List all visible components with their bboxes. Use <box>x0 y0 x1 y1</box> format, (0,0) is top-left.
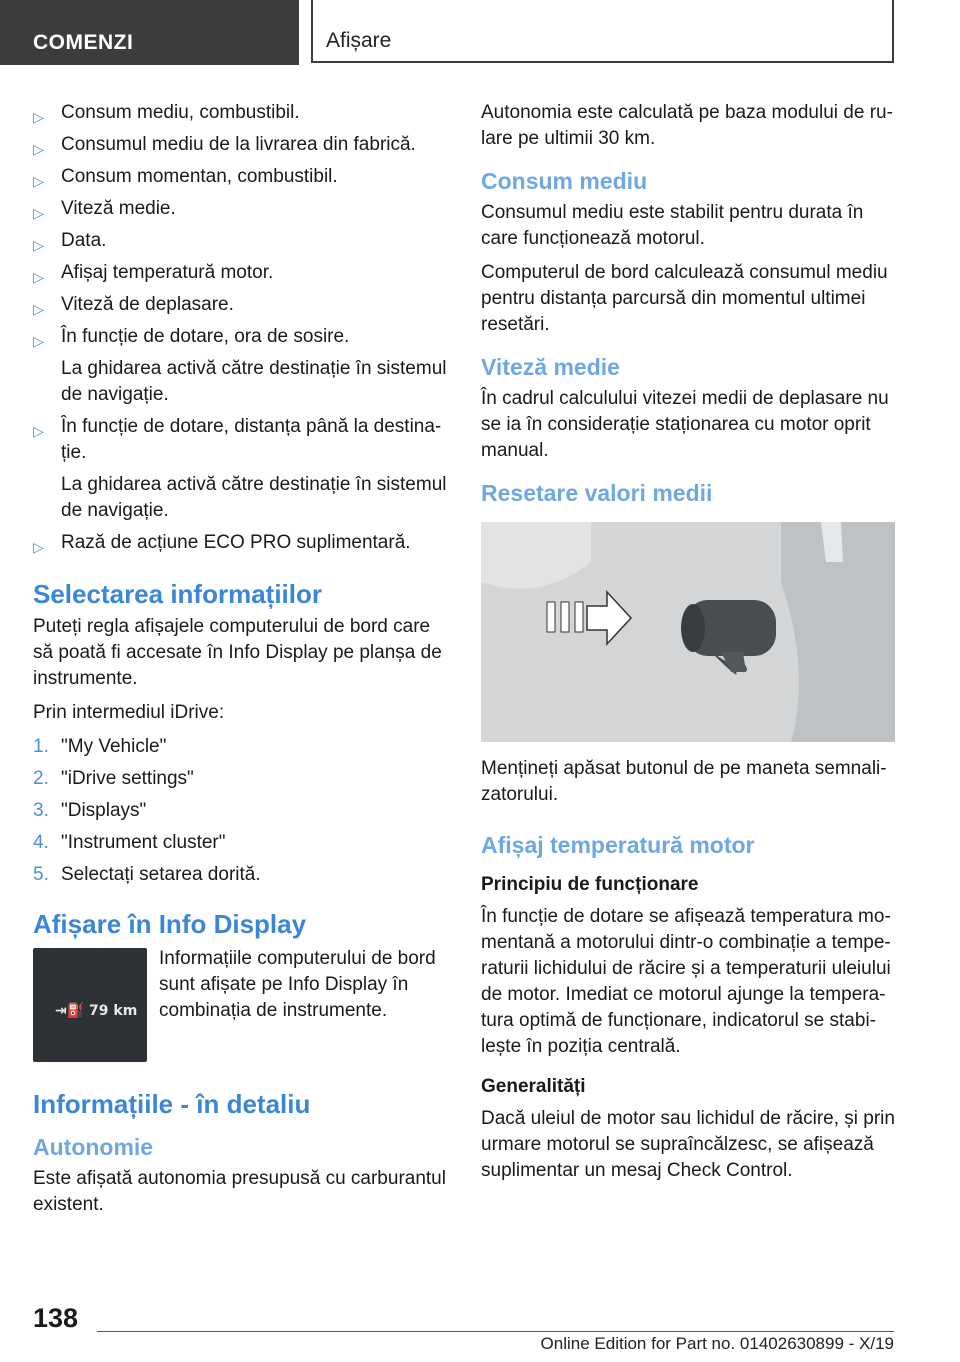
footer-divider <box>97 1331 894 1332</box>
paragraph: Autonomia este calculată pe baza modului de ru-lare pe ultimii 30 km. <box>481 102 893 149</box>
subsection-heading: Autonomie <box>33 1134 154 1160</box>
range-reading: ⇥⛽ 79 km <box>55 1003 138 1019</box>
paragraph: Informațiile computerului de bord sunt afișate pe Info Display în combinația de instrumente. <box>159 948 436 1021</box>
paragraph: Puteți regla afișajele computerului de bord care să poată fi accesate în Info Display pe planșa de instrumente. <box>33 616 442 689</box>
paragraph: Este afișată autonomia presupusă cu carburantul existent. <box>33 1168 446 1215</box>
step-item: 4. "Instrument cluster" <box>33 832 226 853</box>
list-item: ▷ Data. <box>33 228 453 254</box>
steps-list <box>33 734 453 888</box>
subsection-heading: Viteză medie <box>481 354 620 380</box>
step-item: 3. "Displays" <box>33 800 147 821</box>
subsection-heading: Consum mediu <box>481 168 648 194</box>
subsection-heading: Resetare valori medii <box>481 480 713 506</box>
list-item: ▷ Viteză de deplasare. <box>33 292 453 318</box>
triangle-bullet-icon: ▷ <box>33 205 44 221</box>
paragraph: Dacă uleiul de motor sau lichidul de răcire, și prin urmare motorul se supraîncălzesc, se afișează suplimentar un mesaj Check Control. <box>481 1108 895 1181</box>
section-heading: Selectarea informațiilor <box>33 579 322 609</box>
page-number: 138 <box>33 1303 79 1333</box>
info-display-image <box>33 948 147 1062</box>
triangle-bullet-icon: ▷ <box>33 333 44 349</box>
triangle-bullet-icon: ▷ <box>33 141 44 157</box>
subsection-heading: Afișaj temperatură motor <box>481 832 755 858</box>
figure-caption: Mențineți apăsat butonul de pe maneta semnali-zatorului. <box>481 758 887 805</box>
section-label: COMENZI <box>33 31 134 54</box>
triangle-bullet-icon: ▷ <box>33 301 44 317</box>
paragraph: Computerul de bord calculează consumul mediu pentru distanța parcursă din momentul ultimei resetări. <box>481 262 888 335</box>
section-heading: Informațiile - în detaliu <box>33 1089 311 1119</box>
triangle-bullet-icon: ▷ <box>33 109 44 125</box>
left-column <box>33 100 453 1226</box>
list-item: ▷ Rază de acțiune ECO PRO suplimentară. <box>33 530 453 556</box>
list-item: ▷ Viteză medie. <box>33 196 453 222</box>
step-item: 5. Selectați setarea dorită. <box>33 864 261 885</box>
stalk-illustration <box>481 522 895 742</box>
list-item: ▷ Consum momentan, combustibil. <box>33 164 453 190</box>
list-item-note: La ghidarea activă către destinație în sistemul de navigație. <box>61 474 447 521</box>
triangle-bullet-icon: ▷ <box>33 173 44 189</box>
minor-heading: Principiu de funcționare <box>481 874 699 895</box>
list-item: ▷ În funcție de dotare, distanța până la destina-ție. La ghidarea activă către destinație în sistemul de navigație. <box>33 414 453 524</box>
right-column <box>481 100 901 1192</box>
section-heading: Afișare în Info Display <box>33 909 307 939</box>
list-item: ▷ Consumul mediu de la livrarea din fabrică. <box>33 132 453 158</box>
triangle-bullet-icon: ▷ <box>33 237 44 253</box>
display-figure <box>33 946 453 1064</box>
section-tab <box>0 0 299 65</box>
triangle-bullet-icon: ▷ <box>33 539 44 555</box>
fuel-range-icon: ⇥⛽ <box>55 1003 85 1019</box>
stalk-button-photo <box>481 522 895 742</box>
paragraph: În funcție de dotare se afișează temperatura mo-mentană a motorului dintr-o combinație a tempe-raturii lichidului de răcire și a temperaturii uleiului de motor. Imediat ce motorul ajunge la tempera-tura optimă de funcționare, indicatorul se stabi-lește în poziția centrală. <box>481 906 891 1057</box>
triangle-bullet-icon: ▷ <box>33 269 44 285</box>
triangle-bullet-icon: ▷ <box>33 423 44 439</box>
step-item: 1. "My Vehicle" <box>33 736 167 757</box>
chapter-label: Afișare <box>326 29 392 52</box>
list-item-note: La ghidarea activă către destinație în sistemul de navigație. <box>61 358 447 405</box>
paragraph: Prin intermediul iDrive: <box>33 702 225 723</box>
edition-note: Online Edition for Part no. 01402630899 - X/19 <box>540 1334 894 1353</box>
info-list <box>33 100 453 556</box>
list-item: ▷ În funcție de dotare, ora de sosire. La ghidarea activă către destinație în sistemul de navigație. <box>33 324 453 408</box>
paragraph: Consumul mediu este stabilit pentru durata în care funcționează motorul. <box>481 202 864 249</box>
step-item: 2. "iDrive settings" <box>33 768 194 789</box>
list-item: ▷ Consum mediu, combustibil. <box>33 100 453 126</box>
minor-heading: Generalități <box>481 1076 586 1097</box>
chapter-tab <box>311 0 894 63</box>
paragraph: În cadrul calculului vitezei medii de deplasare nu se ia în considerație staționarea cu motor oprit manual. <box>481 388 889 461</box>
list-item: ▷ Afișaj temperatură motor. <box>33 260 453 286</box>
